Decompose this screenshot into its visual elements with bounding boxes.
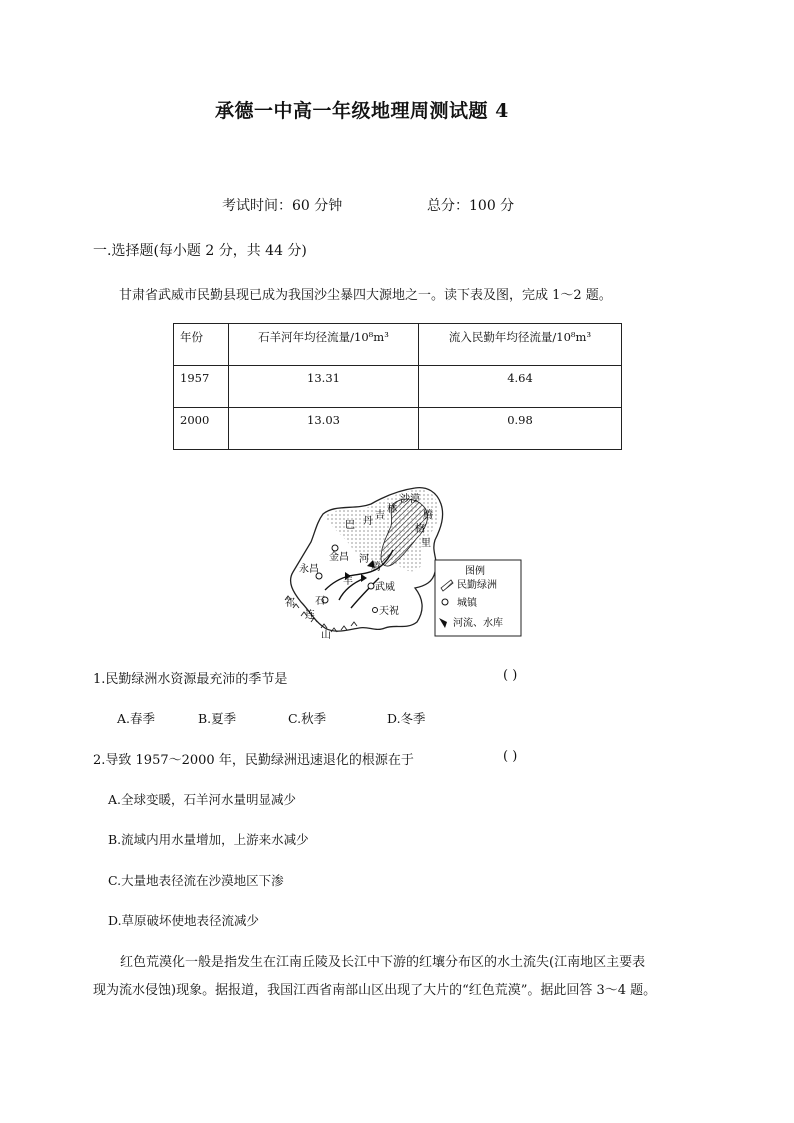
map-label: 河 (359, 554, 369, 565)
map-label: 沙漠 (400, 494, 420, 505)
legend-title: 图例 (465, 566, 485, 577)
section-heading: 一.选择题(每小题 2 分，共 44 分) (93, 243, 307, 259)
map-label: 巴 (345, 520, 355, 531)
question-1-stem: 1.民勤绿洲水资源最充沛的季节是 (93, 672, 288, 687)
total-score: 总分：100 分 (427, 198, 515, 214)
map-label: 格 (415, 524, 425, 535)
town-legend-icon (442, 599, 448, 605)
table-header-cell: 流入民勤年均径流量/10⁸m³ (419, 324, 622, 366)
option-a: A.春季 (117, 711, 156, 726)
map-label: 祁 (285, 598, 295, 609)
table-cell: 2000 (174, 408, 229, 450)
map-label: 丹 (363, 516, 373, 527)
map-label: 吉 (375, 510, 385, 521)
table-cell: 4.64 (419, 366, 622, 408)
option-b: B.夏季 (198, 711, 237, 726)
town-tianzhu (373, 608, 378, 613)
intro-text: 甘肃省武威市民勤县现已成为我国沙尘暴四大源地之一。读下表及图，完成 1～2 题。 (119, 288, 612, 303)
legend-river: 河流、水库 (453, 618, 503, 629)
map-label: 林 (387, 504, 397, 515)
map-label: 永昌 (299, 564, 319, 575)
map-legend (435, 560, 521, 636)
question-2-stem: 2.导致 1957～2000 年，民勤绿洲迅速退化的根源在于 (93, 753, 414, 768)
option-c: C.大量地表径流在沙漠地区下渗 (108, 873, 284, 888)
map-label: 山 (321, 630, 331, 641)
option-d: D.草原破坏使地表径流减少 (108, 913, 260, 928)
town-wuwei (368, 583, 374, 589)
reservoir-mark (361, 574, 367, 582)
page-title: 承德一中高一年级地理周测试题 4 (215, 100, 509, 122)
exam-time: 考试时间：60 分钟 (222, 198, 343, 214)
table-header-cell: 年份 (174, 324, 229, 366)
map-label: 石 (315, 596, 325, 607)
answer-bracket: ( ) (503, 668, 518, 683)
table-cell: 1957 (174, 366, 229, 408)
map-label: 里 (421, 538, 431, 549)
legend-oasis: 民勤绿洲 (457, 580, 497, 591)
passage-line-2: 现为流水侵蚀)现象。据报道，我国江西省南部山区出现了大片的“红色荒漠”。据此回答 3～4 题。 (93, 983, 657, 998)
table-header-cell: 石羊河年均径流量/10⁸m³ (229, 324, 419, 366)
passage-line-1: 红色荒漠化一般是指发生在江南丘陵及长江中下游的红壤分布区的水土流失(江南地区主要表 (120, 955, 646, 970)
runoff-table (173, 323, 622, 450)
table-cell: 0.98 (419, 408, 622, 450)
table-row (174, 366, 622, 408)
map-label: 金昌 (329, 552, 349, 563)
table-cell: 13.31 (229, 366, 419, 408)
option-d: D.冬季 (387, 711, 426, 726)
table-cell: 13.03 (229, 408, 419, 450)
map-label: 天祝 (379, 606, 399, 617)
legend-town: 城镇 (457, 598, 477, 609)
option-a: A.全球变暖，石羊河水量明显减少 (108, 792, 297, 807)
map-label: 连 (305, 610, 315, 621)
town-jinchang (332, 545, 338, 551)
minqin-map (275, 482, 525, 652)
map-label: 羊 (343, 576, 353, 587)
option-b: B.流域内用水量增加，上游来水减少 (108, 832, 309, 847)
map-label: 武威 (375, 582, 395, 593)
map-label: 腾 (371, 562, 381, 573)
map-label: 腾 (423, 510, 433, 521)
table-row (174, 408, 622, 450)
table-header-row (174, 324, 622, 366)
answer-bracket: ( ) (503, 749, 518, 764)
option-c: C.秋季 (288, 711, 327, 726)
